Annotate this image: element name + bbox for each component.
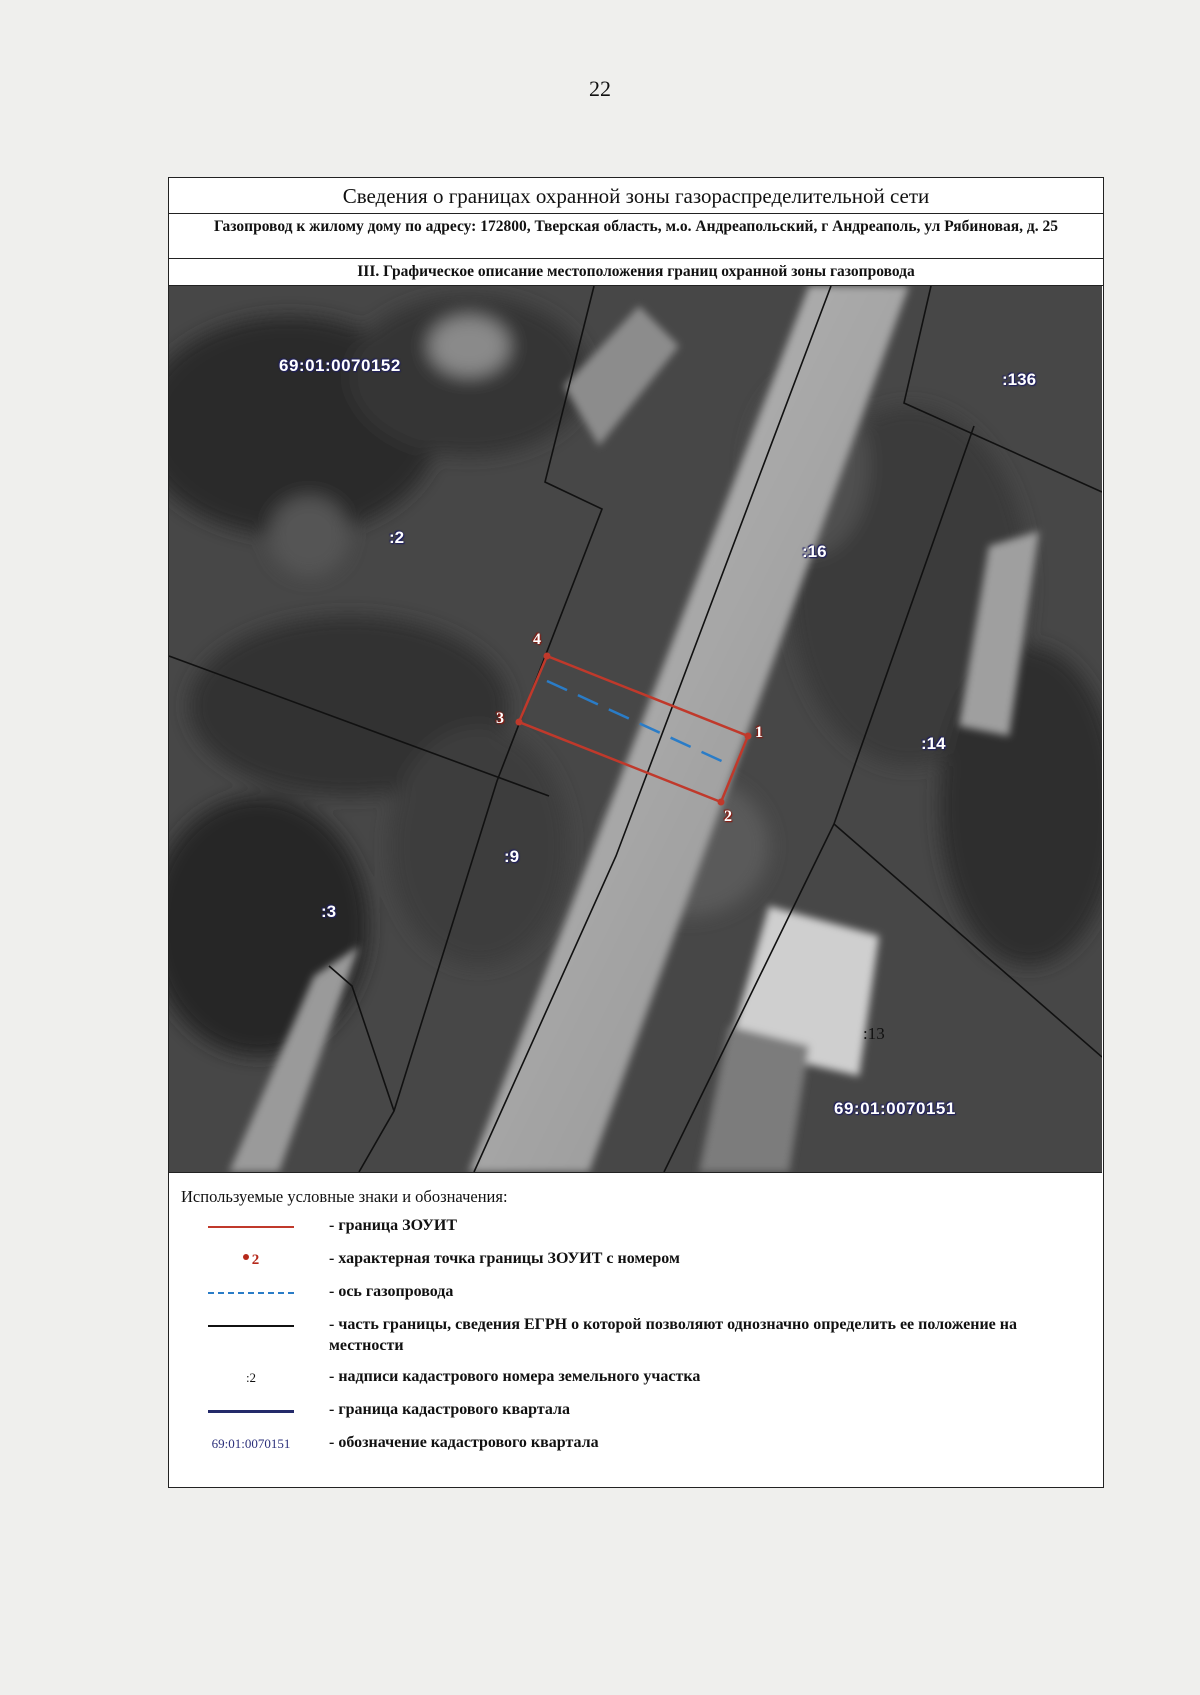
point-1-marker [745, 733, 752, 740]
quarter-label-south: 69:01:0070151 [834, 1099, 956, 1118]
point-label-1: 1 [755, 724, 763, 741]
red-point-icon [181, 1248, 321, 1272]
legend-item-quarter-boundary [181, 1399, 1091, 1432]
parcel-label-13: :13 [863, 1024, 885, 1043]
point-label-2: 2 [724, 808, 732, 825]
aerial-map [169, 286, 1102, 1173]
black-line-icon [181, 1314, 321, 1338]
red-line-icon [181, 1215, 321, 1239]
section-title-text: III. Графическое описание местоположения границ охранной зоны газопровода [357, 263, 915, 280]
parcel-label-3: :3 [321, 902, 337, 921]
quarter-label-icon [181, 1432, 321, 1456]
quarter-label-symbol: 69:01:0070151 [211, 1436, 291, 1451]
navy-line-icon [181, 1399, 321, 1423]
parcel-label-9: :9 [504, 847, 520, 866]
parcel-label-symbol: :2 [245, 1370, 257, 1385]
parcel-label-16: :16 [802, 542, 827, 561]
point-4-marker [544, 653, 551, 660]
point-symbol-number: 2 [251, 1251, 260, 1268]
point-2-marker [718, 799, 725, 806]
map-canvas [169, 286, 1102, 1172]
parcel-label-14: :14 [921, 734, 946, 753]
legend-item-egrn-boundary [181, 1314, 1091, 1366]
legend-item-gas-axis [181, 1281, 1091, 1314]
legend-text: - надписи кадастрового номера земельного участка [329, 1368, 701, 1385]
legend-item-boundary-point [181, 1248, 1091, 1281]
page-number: 22 [589, 76, 611, 101]
quarter-label-north: 69:01:0070152 [279, 356, 401, 375]
parcel-label-136: :136 [1002, 370, 1037, 389]
parcel-label-2: :2 [389, 528, 405, 547]
legend-item-quarter-label [181, 1432, 1091, 1465]
legend-text: - характерная точка границы ЗОУИТ с номером [329, 1250, 680, 1267]
zone-info-sheet [168, 177, 1104, 1488]
legend-text: - граница ЗОУИТ [329, 1217, 457, 1234]
legend-text: - обозначение кадастрового квартала [329, 1434, 599, 1451]
point-label-4: 4 [533, 631, 541, 648]
point-label-3: 3 [496, 710, 504, 727]
legend-item-zouit-boundary [181, 1215, 1091, 1248]
legend-heading: Используемые условные знаки и обозначения: [181, 1187, 508, 1206]
legend-item-parcel-label [181, 1366, 1091, 1399]
point-3-marker [516, 719, 523, 726]
sheet-title: Сведения о границах охранной зоны газораспределительной сети [169, 178, 1103, 214]
blue-dashed-line-icon [181, 1281, 321, 1305]
object-address [169, 214, 1103, 259]
legend [169, 1173, 1103, 1465]
legend-text: - часть границы, сведения ЕГРН о которой позволяют однозначно определить ее положение на местности [329, 1316, 1017, 1354]
object-address-text: Газопровод к жилому дому по адресу: 172800, Тверская область, м.о. Андреапольский, г Андреаполь, ул Рябиновая, д. 25 [214, 218, 1058, 235]
legend-text: - ось газопровода [329, 1283, 454, 1300]
parcel-label-icon [181, 1366, 321, 1390]
legend-text: - граница кадастрового квартала [329, 1401, 570, 1418]
section-title [169, 259, 1103, 286]
